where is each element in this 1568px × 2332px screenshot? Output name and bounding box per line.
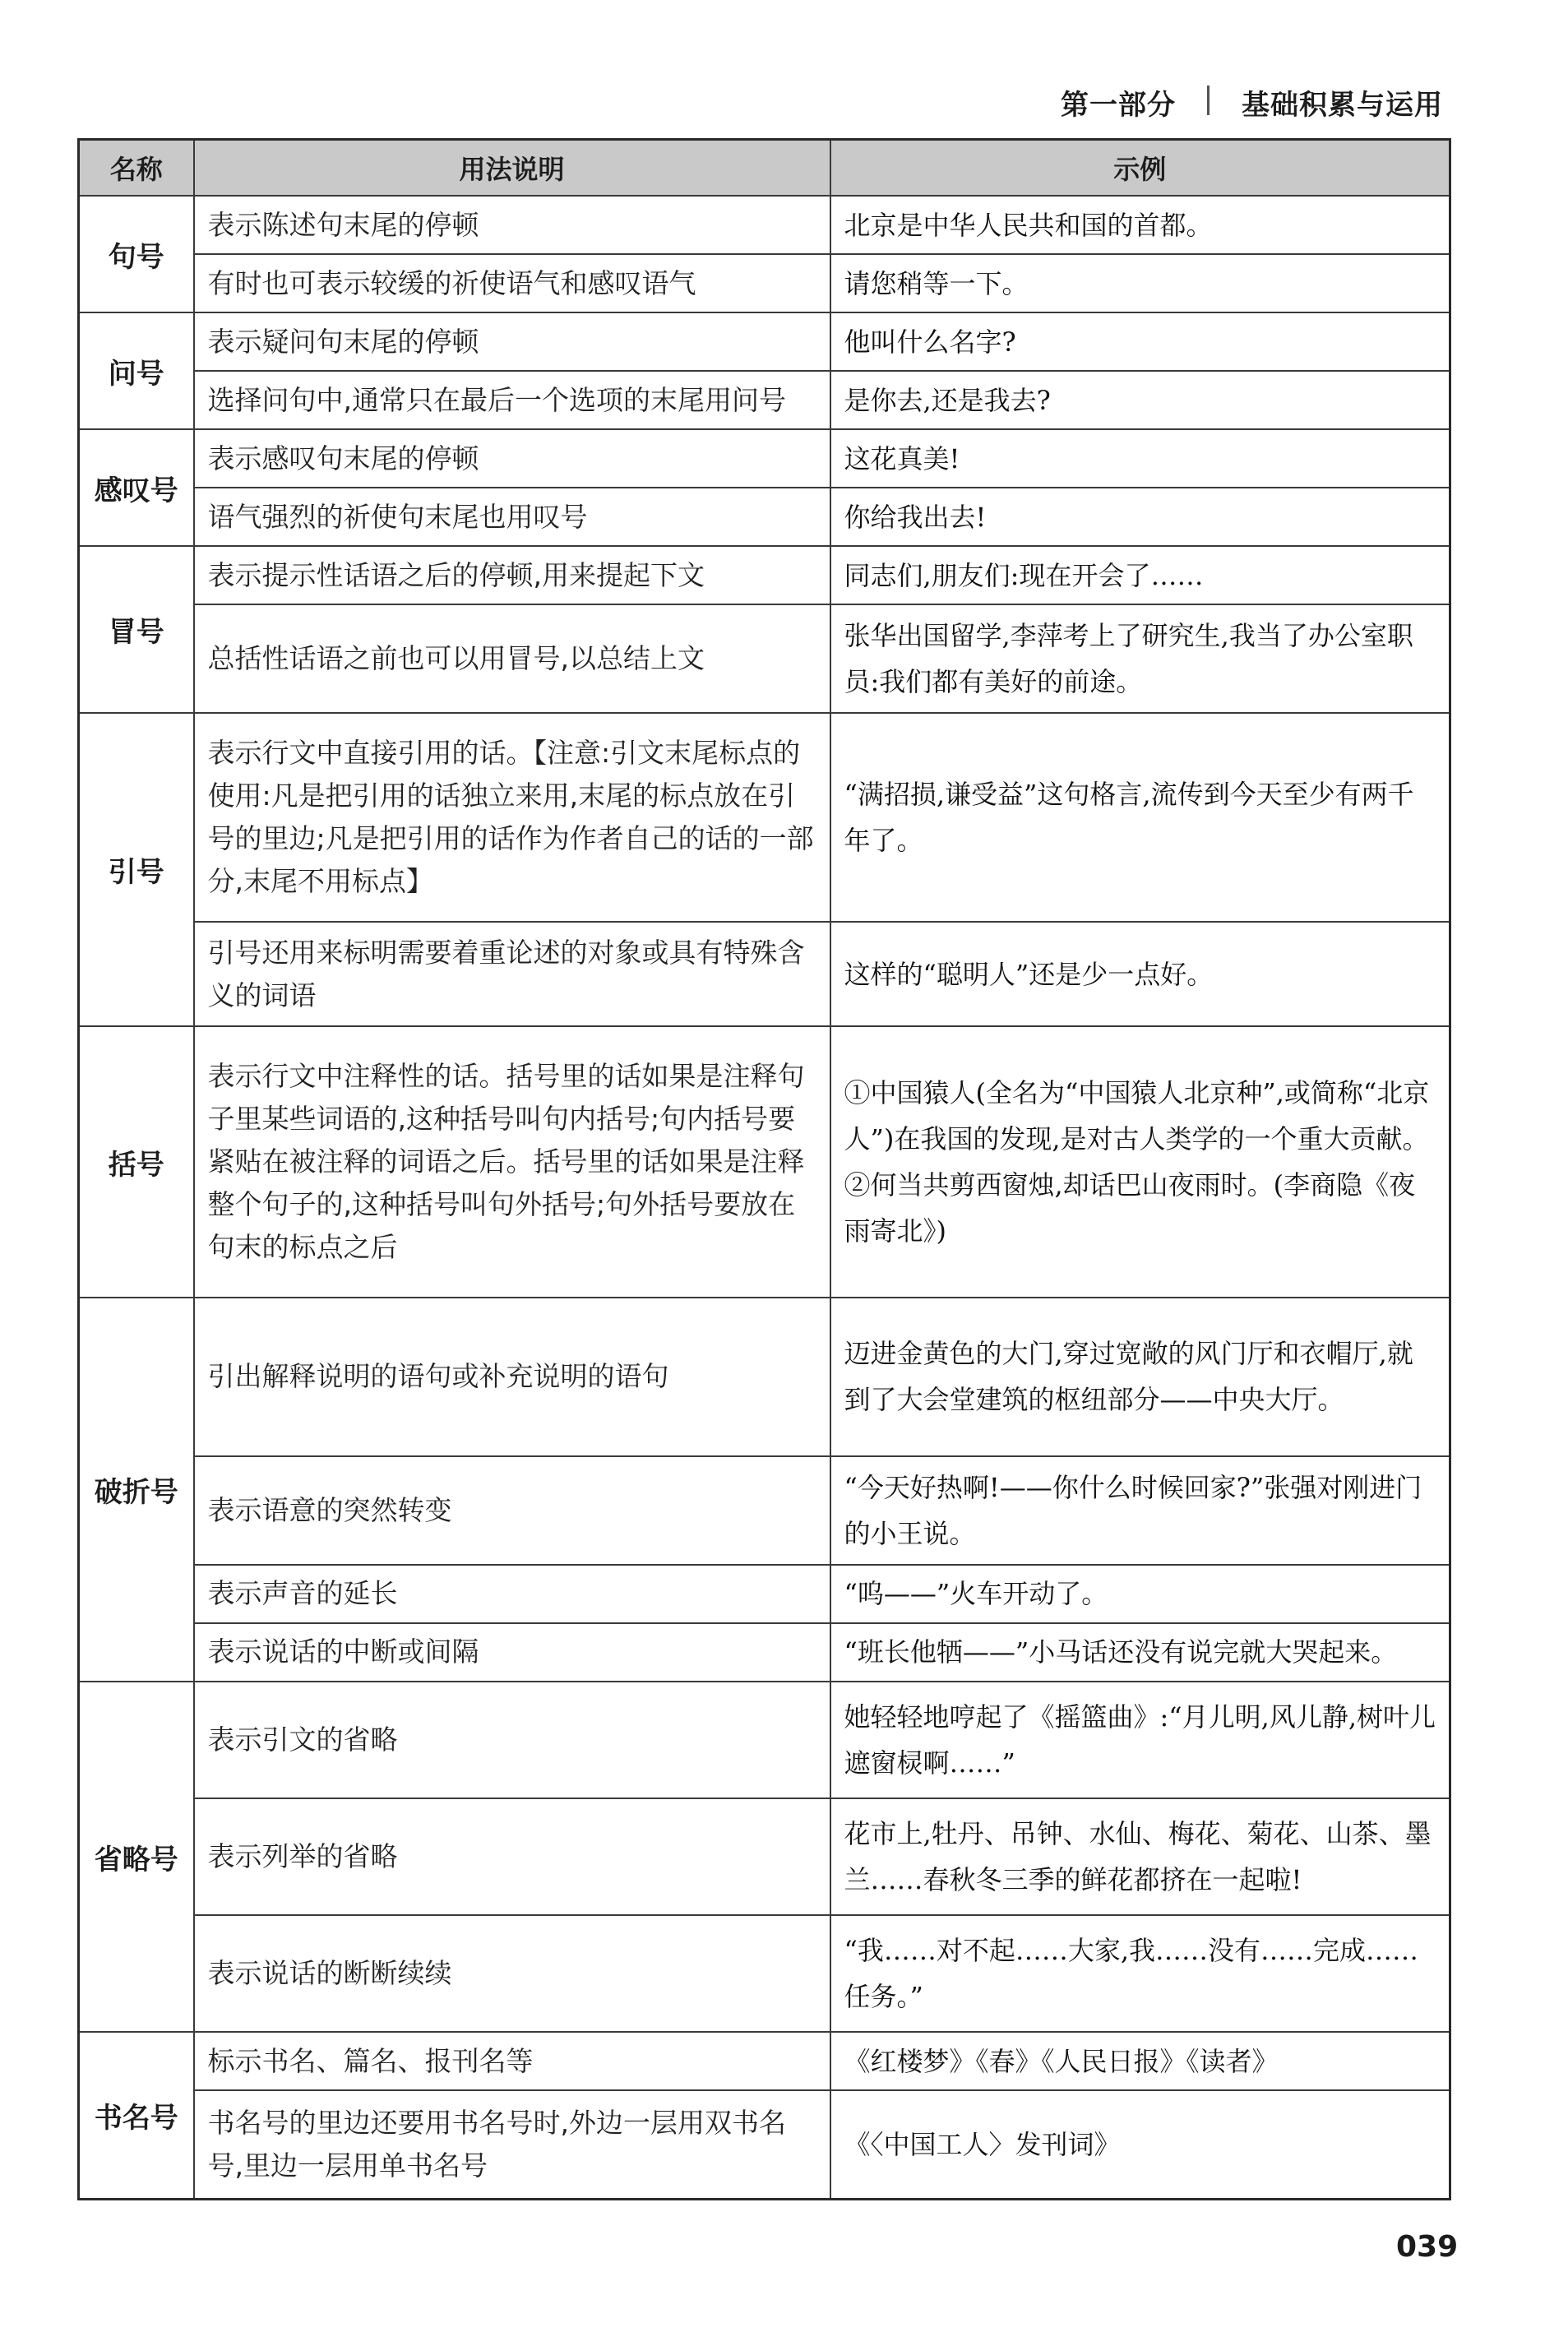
usage-cell: 表示引文的省略 [194, 1682, 830, 1798]
example-cell: 这样的“聪明人”还是少一点好。 [830, 922, 1450, 1026]
part-label: 第一部分 [1061, 89, 1176, 122]
punct-name-title-marks: 书名号 [79, 2032, 194, 2199]
example-cell: “我……对不起……大家,我……没有……完成……任务。” [830, 1915, 1450, 2032]
example-cell: “呜——”火车开动了。 [830, 1565, 1450, 1623]
usage-cell: 表示提示性话语之后的停顿,用来提起下文 [194, 546, 830, 604]
example-cell [830, 1026, 1450, 1298]
usage-cell: 表示疑问句末尾的停顿 [194, 312, 830, 371]
table-row [79, 371, 1450, 429]
example-cell: “今天好热啊!——你什么时候回家?”张强对刚进门的小王说。 [830, 1456, 1450, 1565]
usage-cell: 表示陈述句末尾的停顿 [194, 196, 830, 254]
table-row [79, 1298, 1450, 1456]
table-row [79, 2090, 1450, 2199]
example-cell: 北京是中华人民共和国的首都。 [830, 196, 1450, 254]
usage-cell: 引号还用来标明需要着重论述的对象或具有特殊含义的词语 [194, 922, 830, 1026]
usage-cell: 有时也可表示较缓的祈使语气和感叹语气 [194, 254, 830, 312]
table-row [79, 713, 1450, 922]
punct-name-ellipsis: 省略号 [79, 1682, 194, 2032]
example-cell: 《红楼梦》《春》《人民日报》《读者》 [830, 2032, 1450, 2090]
table-row [79, 1798, 1450, 1915]
table-row [79, 429, 1450, 488]
example-cell: 同志们,朋友们:现在开会了…… [830, 546, 1450, 604]
punct-name-dash: 破折号 [79, 1298, 194, 1682]
punct-name-quotation: 引号 [79, 713, 194, 1026]
table-row [79, 488, 1450, 546]
table-header-row [79, 140, 1450, 197]
usage-cell: 表示行文中注释性的话。括号里的话如果是注释句子里某些词语的,这种括号叫句内括号;句内括号要紧贴在被注释的词语之后。括号里的话如果是注释整个句子的,这种括号叫句外括号;句外括号要放在句末的标点之后 [194, 1026, 830, 1298]
punctuation-table [77, 138, 1451, 2200]
usage-cell: 表示说话的中断或间隔 [194, 1623, 830, 1682]
example-cell: 花市上,牡丹、吊钟、水仙、梅花、菊花、山茶、墨兰……春秋冬三季的鲜花都挤在一起啦! [830, 1798, 1450, 1915]
punct-name-exclamation: 感叹号 [79, 429, 194, 546]
usage-cell: 表示语意的突然转变 [194, 1456, 830, 1565]
usage-cell: 表示感叹句末尾的停顿 [194, 429, 830, 488]
table-row [79, 1682, 1450, 1798]
column-header-example: 示例 [830, 140, 1450, 197]
table-row [79, 254, 1450, 312]
usage-cell: 表示声音的延长 [194, 1565, 830, 1623]
table-row [79, 1915, 1450, 2032]
table-row [79, 546, 1450, 604]
example-cell: 她轻轻地哼起了《摇篮曲》:“月儿明,风儿静,树叶儿遮窗棂啊……” [830, 1682, 1450, 1798]
page-number: 039 [1396, 2230, 1459, 2264]
usage-cell: 表示说话的断断续续 [194, 1915, 830, 2032]
usage-cell: 语气强烈的祈使句末尾也用叹号 [194, 488, 830, 546]
usage-cell: 选择问句中,通常只在最后一个选项的末尾用问号 [194, 371, 830, 429]
header-divider [1207, 86, 1210, 115]
example-cell: 你给我出去! [830, 488, 1450, 546]
table-row [79, 1565, 1450, 1623]
example-cell: 迈进金黄色的大门,穿过宽敞的风门厅和衣帽厅,就到了大会堂建筑的枢纽部分——中央大厅。 [830, 1298, 1450, 1456]
usage-cell: 表示行文中直接引用的话。【注意:引文末尾标点的使用:凡是把引用的话独立来用,末尾的标点放在引号的里边;凡是把引用的话作为作者自己的话的一部分,末尾不用标点】 [194, 713, 830, 922]
example-cell: 这花真美! [830, 429, 1450, 488]
example-cell: 请您稍等一下。 [830, 254, 1450, 312]
table-row [79, 922, 1450, 1026]
section-label: 基础积累与运用 [1242, 89, 1443, 122]
example-line: ②何当共剪西窗烛,却话巴山夜雨时。(李商隐《夜雨寄北》) [844, 1169, 1416, 1247]
example-cell: 《〈中国工人〉发刊词》 [830, 2090, 1450, 2199]
table-row [79, 2032, 1450, 2090]
column-header-name: 名称 [79, 140, 194, 197]
table-row [79, 1026, 1450, 1298]
usage-cell: 标示书名、篇名、报刊名等 [194, 2032, 830, 2090]
column-header-usage: 用法说明 [194, 140, 830, 197]
table-row [79, 604, 1450, 713]
table-row [79, 1623, 1450, 1682]
example-line: ①中国猿人(全名为“中国猿人北京种”,或简称“北京人”)在我国的发现,是对古人类学的一个重大贡献。 [844, 1077, 1430, 1155]
usage-cell: 表示列举的省略 [194, 1798, 830, 1915]
example-cell: 张华出国留学,李萍考上了研究生,我当了办公室职员:我们都有美好的前途。 [830, 604, 1450, 713]
example-cell: 是你去,还是我去? [830, 371, 1450, 429]
example-cell: “班长他牺——”小马话还没有说完就大哭起来。 [830, 1623, 1450, 1682]
page-header [1061, 82, 1447, 128]
punct-name-period: 句号 [79, 196, 194, 312]
example-cell: “满招损,谦受益”这句格言,流传到今天至少有两千年了。 [830, 713, 1450, 922]
table-row [79, 196, 1450, 254]
punct-name-colon: 冒号 [79, 546, 194, 713]
punct-name-question: 问号 [79, 312, 194, 429]
usage-cell: 总括性话语之前也可以用冒号,以总结上文 [194, 604, 830, 713]
usage-cell: 书名号的里边还要用书名号时,外边一层用双书名号,里边一层用单书名号 [194, 2090, 830, 2199]
punct-name-parentheses: 括号 [79, 1026, 194, 1298]
table-row [79, 312, 1450, 371]
table-row [79, 1456, 1450, 1565]
example-cell: 他叫什么名字? [830, 312, 1450, 371]
usage-cell: 引出解释说明的语句或补充说明的语句 [194, 1298, 830, 1456]
